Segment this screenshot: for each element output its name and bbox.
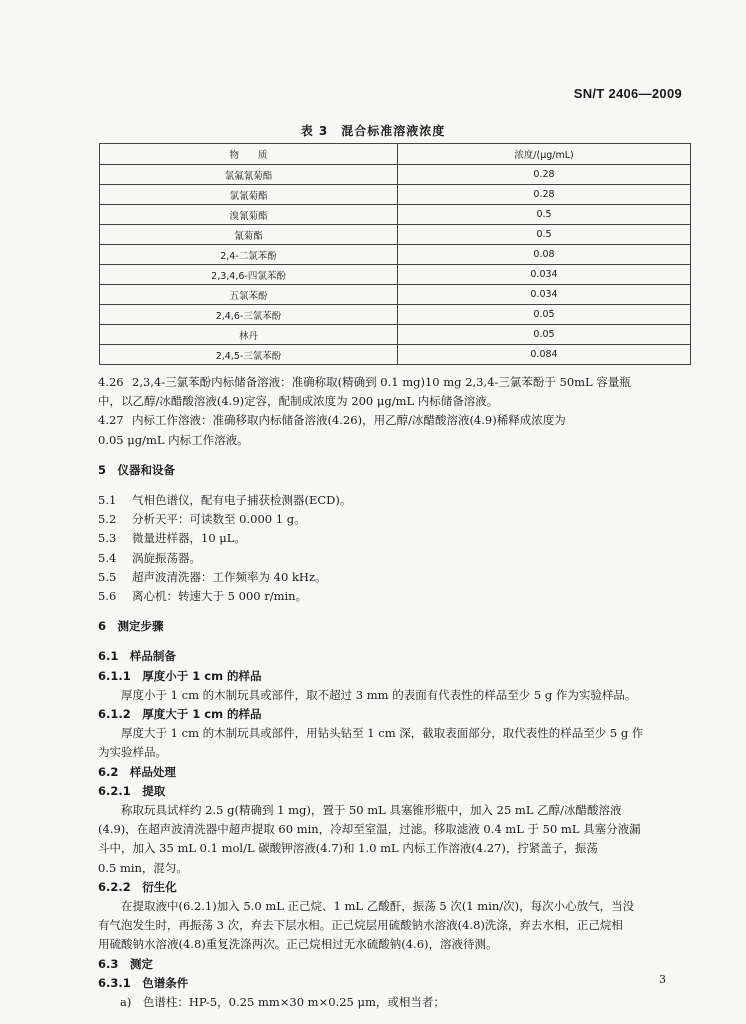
table-row — [100, 185, 691, 205]
concentration-cell: 0.28 — [398, 185, 691, 205]
item-text: 气相色谱仪，配有电子捕获检测器(ECD)。 — [132, 493, 352, 508]
section-6-3-title: 6.3 测定 — [98, 956, 153, 971]
clause-4-27 — [98, 411, 692, 430]
substance-cell: 林丹 — [100, 325, 398, 345]
substance-cell: 2,4,5-三氯苯酚 — [100, 345, 398, 365]
item-number: 5.5 — [98, 569, 117, 584]
clause-4-26 — [98, 373, 692, 392]
clause-text-line: 中，以乙醇/冰醋酸溶液(4.9)定容，配制成浓度为 200 μg/mL 内标储备溶液。 — [98, 394, 499, 409]
substance-cell: 五氯苯酚 — [100, 285, 398, 305]
item-text: 分析天平：可读数至 0.000 1 g。 — [132, 512, 306, 527]
list-item — [98, 491, 692, 510]
item-text: 涡旋振荡器。 — [132, 550, 201, 565]
paragraph-line: 厚度大于 1 cm 的木制玩具或部件，用钻头钻至 1 cm 深，截取表面部分，取代表性的样品至少 5 g 作 — [121, 726, 644, 741]
header-concentration: 浓度/(μg/mL) — [398, 144, 691, 165]
list-item — [98, 549, 692, 568]
table-caption: 表 3 混合标准溶液浓度 — [300, 124, 446, 138]
list-item — [98, 529, 692, 548]
section-6-1-2-title: 6.1.2 厚度大于 1 cm 的样品 — [98, 707, 262, 722]
concentration-cell: 0.08 — [398, 245, 691, 265]
substance-cell: 氯氟氰菊酯 — [100, 165, 398, 185]
substance-cell: 氯氰菊酯 — [100, 185, 398, 205]
clause-text: 2,3,4-三氯苯酚内标储备溶液：准确称取(精确到 0.1 mg)10 mg 2,3,4-三氯苯酚于 50mL 容量瓶 — [132, 375, 631, 389]
item-number: 5.3 — [98, 531, 117, 546]
header-substance: 物 质 — [100, 144, 398, 165]
section-6-1-1-title: 6.1.1 厚度小于 1 cm 的样品 — [98, 668, 262, 683]
paragraph-line: 斗中，加入 35 mL 0.1 mol/L 碳酸钾溶液(4.7)和 1.0 mL 内标工作溶液(4.27)，拧紧盖子，振荡 — [98, 841, 598, 856]
section-5-title: 5 仪器和设备 — [98, 462, 176, 477]
item-text: 离心机：转速大于 5 000 r/min。 — [132, 589, 308, 604]
item-number: 5.1 — [98, 493, 117, 508]
substance-cell: 2,3,4,6-四氯苯酚 — [100, 265, 398, 285]
body-text — [98, 373, 692, 1012]
table-row — [100, 345, 691, 365]
paragraph: 厚度小于 1 cm 的木制玩具或部件，取不超过 3 mm 的表面有代表性的样品至少 5 g 作为实验样品。 — [121, 687, 637, 702]
clause-number: 4.27 — [98, 413, 124, 428]
section-6-title: 6 测定步骤 — [98, 619, 164, 634]
paragraph-line: 为实验样品。 — [98, 745, 167, 760]
table-row — [100, 245, 691, 265]
concentration-cell: 0.084 — [398, 345, 691, 365]
clause-text: 内标工作溶液：准确移取内标储备溶液(4.26)，用乙醇/冰醋酸溶液(4.9)稀释成浓度为 — [132, 413, 566, 428]
concentration-cell: 0.28 — [398, 165, 691, 185]
section-6-1-title: 6.1 样品制备 — [98, 649, 176, 664]
section-6-3-1-title: 6.3.1 色谱条件 — [98, 975, 189, 990]
concentration-table — [99, 143, 691, 365]
table-row — [100, 285, 691, 305]
paragraph-line: 用硫酸钠水溶液(4.8)重复洗涤两次。正己烷相过无水硫酸钠(4.6)，溶液待测。 — [98, 937, 498, 952]
substance-cell: 2,4,6-三氯苯酚 — [100, 305, 398, 325]
item-number: 5.2 — [98, 512, 117, 527]
list-item — [98, 587, 692, 606]
section-6-2-2-title: 6.2.2 衍生化 — [98, 879, 177, 894]
concentration-cell: 0.05 — [398, 325, 691, 345]
item-number: 5.4 — [98, 550, 117, 565]
table-row — [100, 325, 691, 345]
paragraph-line: 0.5 min，混匀。 — [98, 860, 188, 875]
table-row — [100, 165, 691, 185]
substance-cell: 溴氰菊酯 — [100, 205, 398, 225]
table-row — [100, 265, 691, 285]
item-text: 超声波清洗器：工作频率为 40 kHz。 — [132, 569, 327, 584]
section-6-2-title: 6.2 样品处理 — [98, 764, 176, 779]
concentration-cell: 0.05 — [398, 305, 691, 325]
clause-text-line: 0.05 μg/mL 内标工作溶液。 — [98, 432, 249, 447]
paragraph-line: 称取玩具试样约 2.5 g(精确到 1 mg)，置于 50 mL 具塞锥形瓶中，加入 25 mL 乙醇/冰醋酸溶液 — [121, 803, 622, 818]
table-header-row — [100, 144, 691, 165]
table-row — [100, 205, 691, 225]
list-item — [98, 568, 692, 587]
paragraph-line: 有气泡发生时，再振荡 3 次，弃去下层水相。正己烷层用硫酸钠水溶液(4.8)洗涤，弃去水相，正己烷相 — [98, 918, 623, 933]
table-row — [100, 225, 691, 245]
concentration-cell: 0.5 — [398, 225, 691, 245]
item-text: 微量进样器，10 μL。 — [132, 531, 246, 546]
concentration-cell: 0.034 — [398, 285, 691, 305]
paragraph-line: 在提取液中(6.2.1)加入 5.0 mL 正己烷、1 mL 乙酸酐，振荡 5 次(1 min/次)，每次小心放气，当没 — [121, 899, 635, 914]
substance-cell: 2,4-二氯苯酚 — [100, 245, 398, 265]
list-item: a) 色谱柱：HP-5，0.25 mm×30 m×0.25 μm，或相当者； — [120, 995, 445, 1010]
clause-number: 4.26 — [98, 375, 124, 389]
list-item — [98, 510, 692, 529]
section-6-2-1-title: 6.2.1 提取 — [98, 783, 166, 798]
item-number: 5.6 — [98, 589, 117, 604]
table-row — [100, 305, 691, 325]
substance-cell: 氰菊酯 — [100, 225, 398, 245]
concentration-cell: 0.5 — [398, 205, 691, 225]
page-number: 3 — [659, 973, 666, 986]
paragraph-line: (4.9)，在超声波清洗器中超声提取 60 min，冷却至室温，过滤。移取滤液 0.4 mL 于 50 mL 具塞分液漏 — [98, 822, 641, 837]
document-code: SN/T 2406—2009 — [573, 86, 682, 101]
concentration-cell: 0.034 — [398, 265, 691, 285]
